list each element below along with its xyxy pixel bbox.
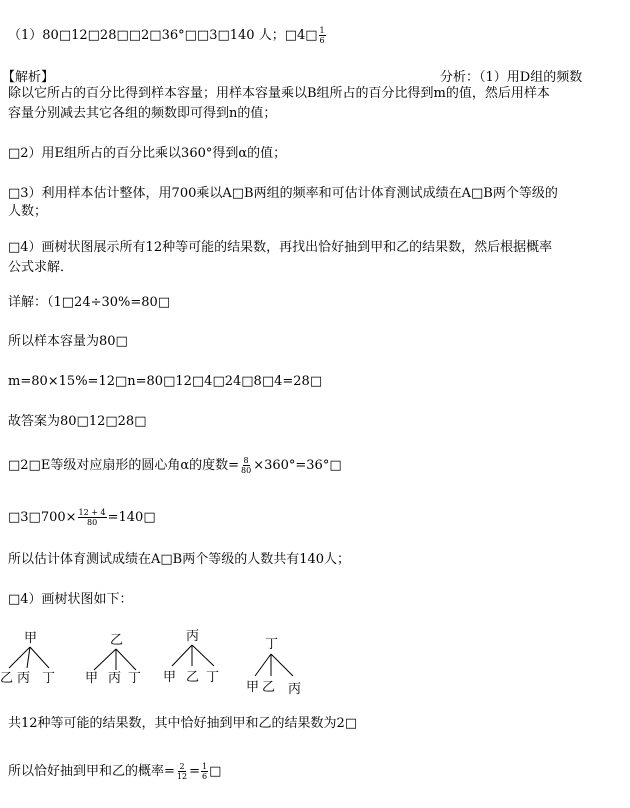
tree-3-child-3: 丁 [206,670,220,685]
detail-2: 所以样本容量为80□ [8,334,128,349]
answer-fraction: $\frac{1}{6}$ [319,26,325,45]
detail-10: 所以恰好抽到甲和乙的概率= $\frac{2}{12}$ = $\frac{1}{6}$ □ [8,762,222,781]
tree-3-child-2: 乙 [186,670,200,685]
para-3-line-2: 人数； [8,204,48,219]
detail-8: □4）画树状图如下： [8,592,133,607]
tree-3-child-1: 甲 [163,670,177,685]
tree-4-child-3: 丙 [288,682,302,697]
analysis-start: 分析：（1）用D组的频数 [440,70,583,85]
detail-3: m=80×15%=12□n=80□12□4□24□8□4=28□ [8,374,323,389]
tree-1-child-3: 丁 [42,671,56,686]
tree-diagram-3 [162,624,232,692]
analysis-line-2: 容量分别减去其它各组的频数即可得到n的值； [8,106,277,121]
answer-text: （1）80□12□28□□2□36°□□3□140 人；□4□ [8,28,318,43]
tree-4-child-1: 甲 [246,680,260,695]
para-3-line-1: □3）利用样本估计整体，用700乘以A□B两组的频率和可估计体育测试成绩在A□B两个等级的 [8,186,558,201]
para-2: □2）用E组所占的百分比乘以360°得到α的值； [8,146,287,161]
jiexi-label: 【解析】 [2,70,55,85]
tree-2-root: 乙 [110,633,124,648]
detail-5-fraction: $\frac{8}{80}$ [241,456,252,475]
detail-9: 共12种等可能的结果数，其中恰好抽到甲和乙的结果数为2□ [8,716,358,731]
detail-5: □2□E等级对应扇形的圆心角α的度数= $\frac{8}{80}$ ×360°=36°□ [8,456,342,475]
para-4-line-1: □4）画树状图展示所有12种等可能的结果数，再找出恰好抽到甲和乙的结果数，然后根据概率 [8,240,553,255]
tree-4-root: 丁 [265,637,279,652]
tree-4-child-2: 乙 [262,680,276,695]
detail-6: □3□700× $\frac{12 + 4}{80}$ =140□ [8,508,156,527]
detail-10-fraction-2: $\frac{1}{6}$ [202,762,208,781]
detail-6-fraction: $\frac{12 + 4}{80}$ [78,508,106,527]
tree-1-child-1: 乙 [0,671,14,686]
para-4-line-2: 公式求解． [8,260,74,275]
tree-3-root: 丙 [186,629,200,644]
tree-1-root: 甲 [24,631,38,646]
tree-1-child-2: 丙 [17,671,31,686]
detail-10-fraction-1: $\frac{2}{12}$ [176,762,188,781]
tree-2-child-1: 甲 [85,671,99,686]
tree-2-child-3: 丁 [128,671,142,686]
detail-4: 故答案为80□12□28□ [8,414,147,429]
detail-1: 详解：（1□24÷30%=80□ [8,295,171,310]
tree-diagram-4 [243,632,313,700]
tree-2-child-2: 丙 [108,671,122,686]
detail-7: 所以估计体育测试成绩在A□B两个等级的人数共有140人； [8,552,351,567]
analysis-line-1: 除以它所占的百分比得到样本容量；用样本容量乘以B组所占的百分比得到m的值，然后用样本 [8,86,550,101]
tree-diagram-2 [84,628,154,694]
tree-diagram-1 [0,628,70,694]
answer-line [8,26,327,45]
